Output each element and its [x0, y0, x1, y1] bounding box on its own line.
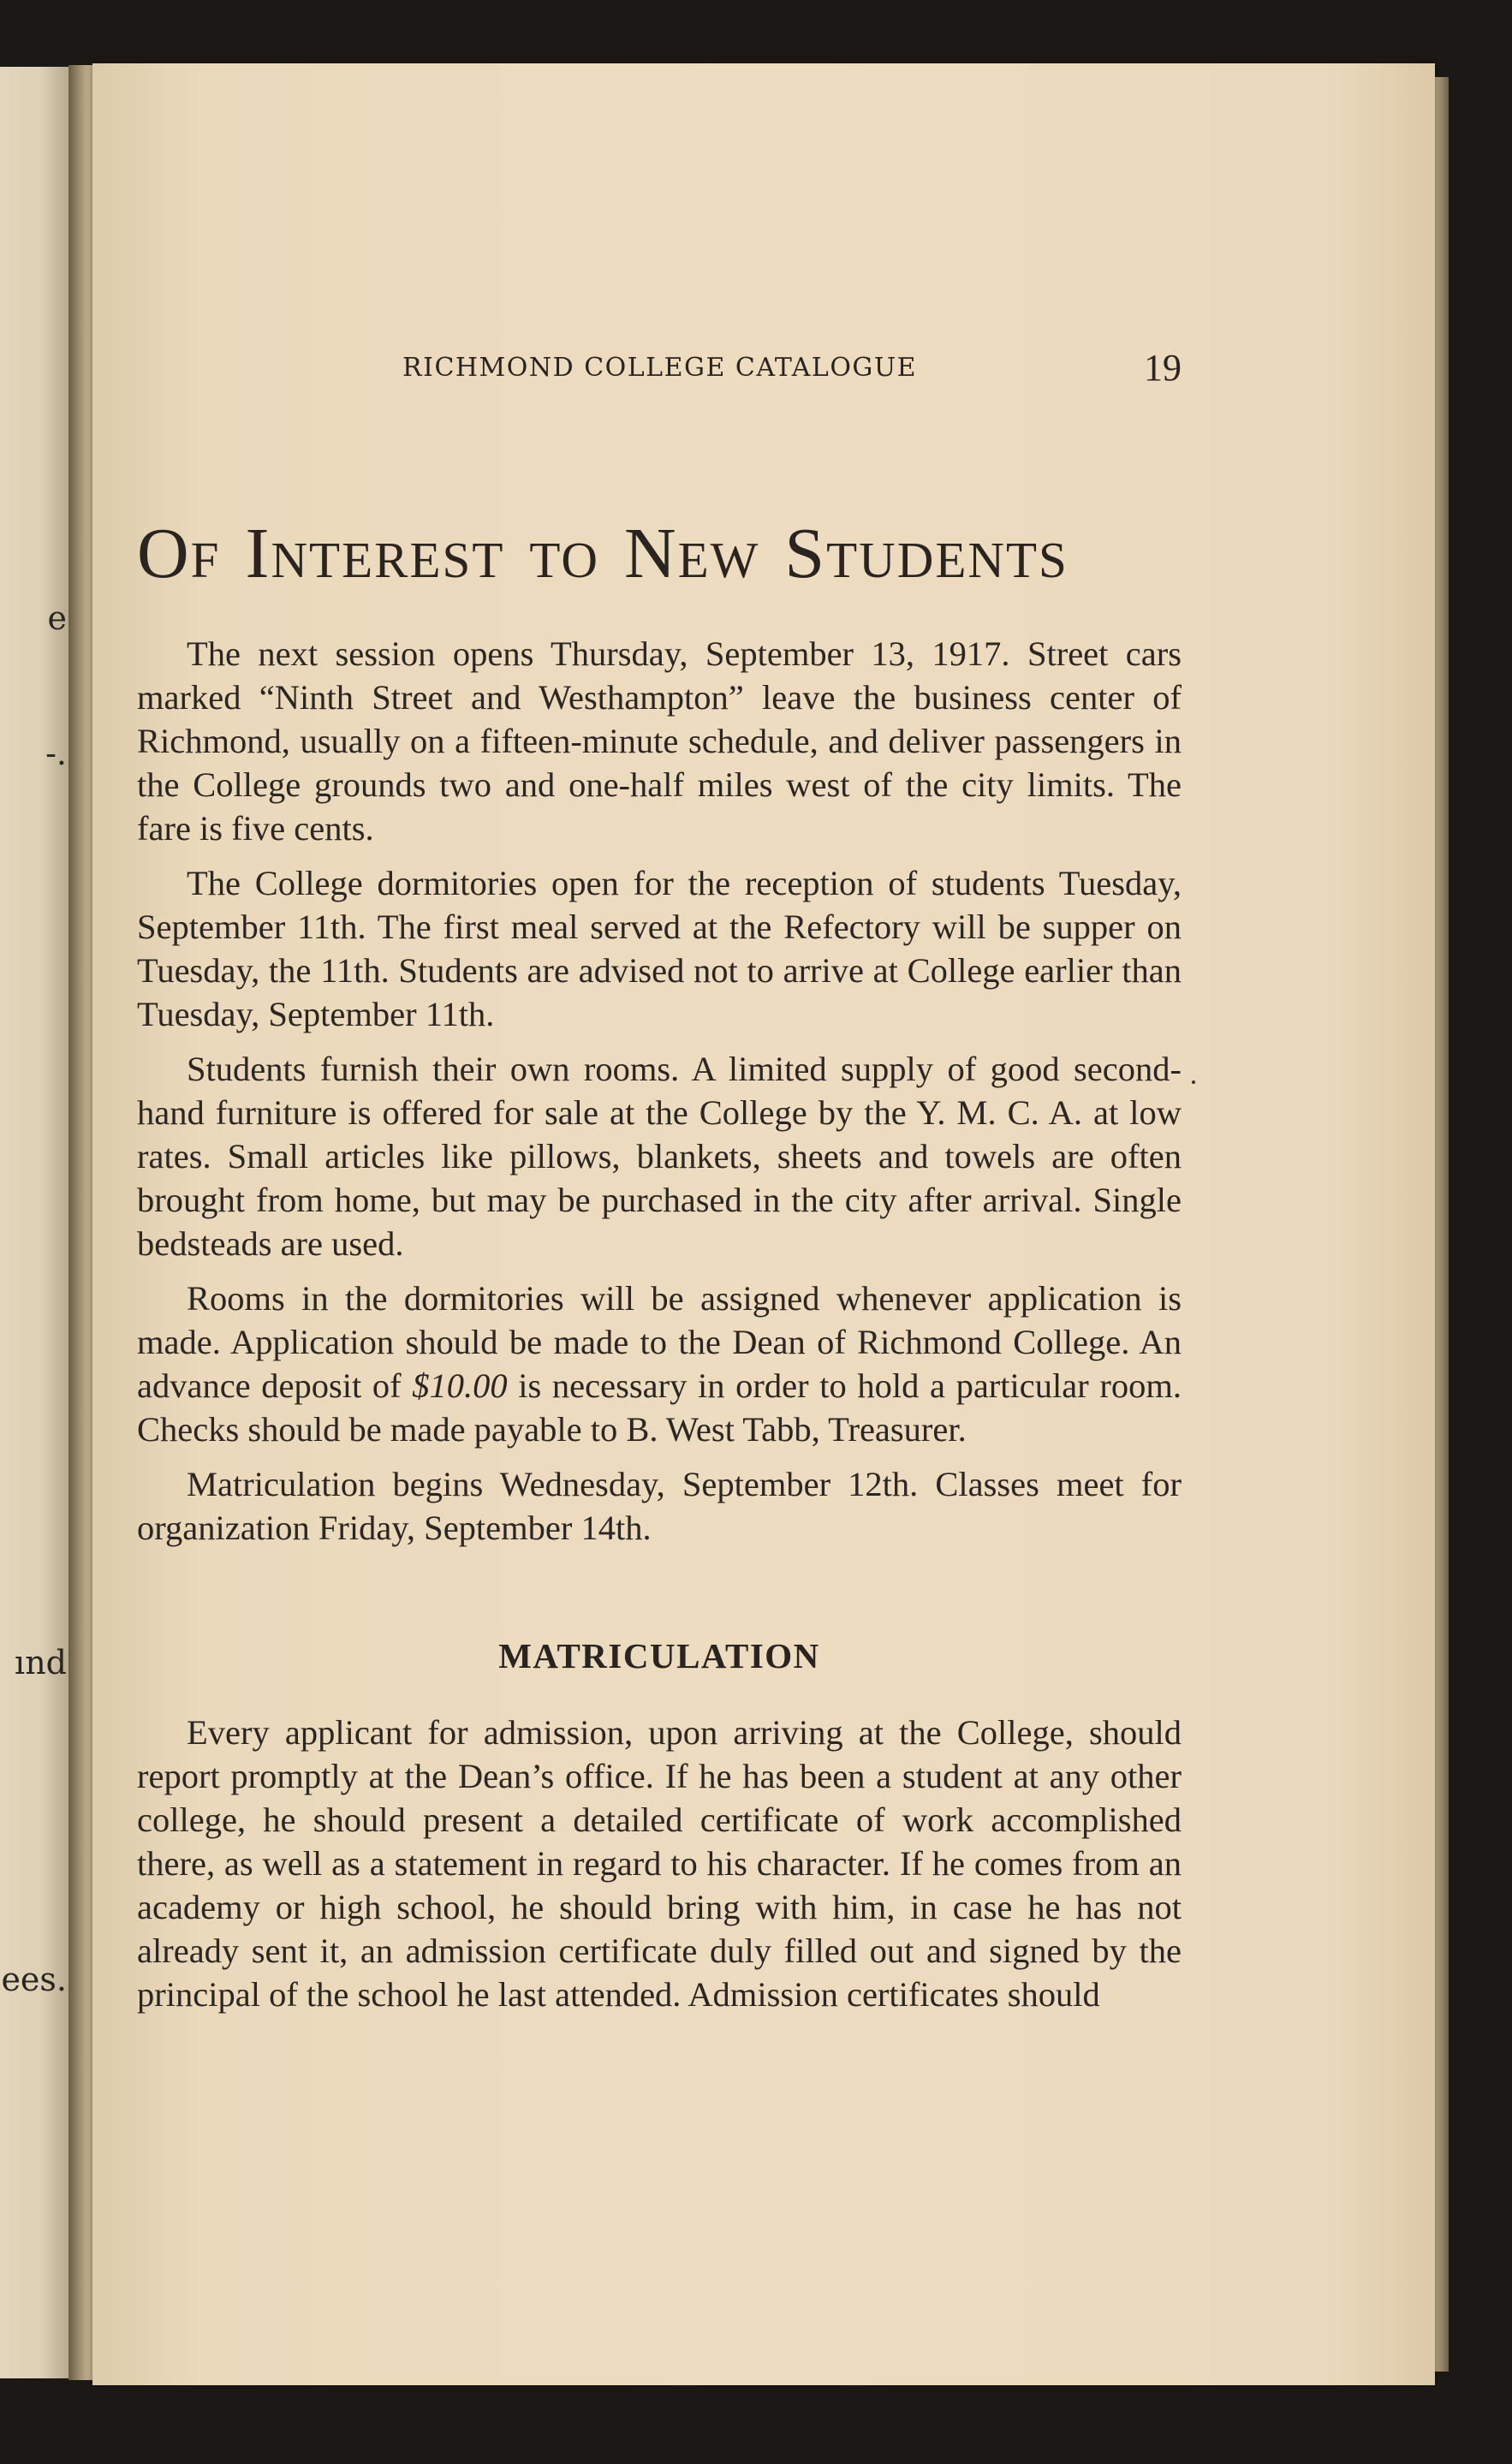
page-edge-shadow	[1435, 77, 1449, 2372]
ink-speck	[1192, 1080, 1195, 1084]
paragraph-dormitories: The College dormitories open for the reception of students Tuesday, September 11th. The first meal served at the Refectory will be supper on Tuesday, the 11th. Students are advised not to arrive at College earlier than Tuesday, September 11th.	[137, 864, 1182, 1033]
rooms-text-before: Rooms in the dormitories will be assigned whenever application is made. Application should be made to the Dean of Richmond College. An advance deposit of	[137, 1279, 1182, 1405]
prev-page-fragment: ees.	[1, 1961, 67, 1998]
prev-page-fragment: ınd	[15, 1644, 67, 1681]
paragraph-session-opening: The next session opens Thursday, September 13, 1917. Street cars marked “Ninth Street and Westhampton” leave the business center of Richmond, usually on a fifteen-minute schedule, and deliver passengers in the College grounds two and one-half miles west of the city limits. The fare is five cents.	[137, 634, 1182, 848]
prev-page-fragment: -.	[45, 735, 67, 772]
running-head: RICHMOND COLLEGE CATALOGUE	[402, 353, 918, 383]
prev-page-fragment: e	[47, 599, 67, 637]
rooms-text-after: is necessary in order to hold a particular room. Checks should be made payable to B. West Tabb, Treasurer.	[137, 1366, 1182, 1449]
section-heading: MATRICULATION	[498, 1636, 820, 1675]
paragraph-matriculation-dates: Matriculation begins Wednesday, September 12th. Classes meet for organization Friday, September 14th.	[137, 1465, 1182, 1547]
matriculation-text-block	[137, 1711, 1182, 2027]
paragraph-matriculation: Every applicant for admission, upon arriving at the College, should report promptly at the Dean’s office. If he has been a student at any other college, he should present a detailed certificate of work accomplished there, as well as a statement in regard to his character. If he comes from an academy or high school, he should bring with him, in case he has not already sent it, an admission certificate duly filled out and signed by the principal of the school he last attended. Admission certificates should	[137, 1713, 1182, 2014]
paragraph-furnishing: Students furnish their own rooms. A limited supply of good second-hand furniture is offered for sale at the College by the Y. M. C. A. at low rates. Small articles like pillows, blankets, sheets and towels are often brought from home, but may be purchased in the city after arrival. Single bedsteads are used.	[137, 1050, 1182, 1263]
paragraph-rooms	[137, 1277, 1182, 1451]
page-number: 19	[1144, 347, 1182, 389]
intro-text-block	[137, 632, 1182, 1561]
deposit-amount: $10.00	[412, 1366, 508, 1405]
previous-page-edge	[0, 67, 68, 2378]
page-title: Of Interest to New Students	[137, 514, 1069, 593]
